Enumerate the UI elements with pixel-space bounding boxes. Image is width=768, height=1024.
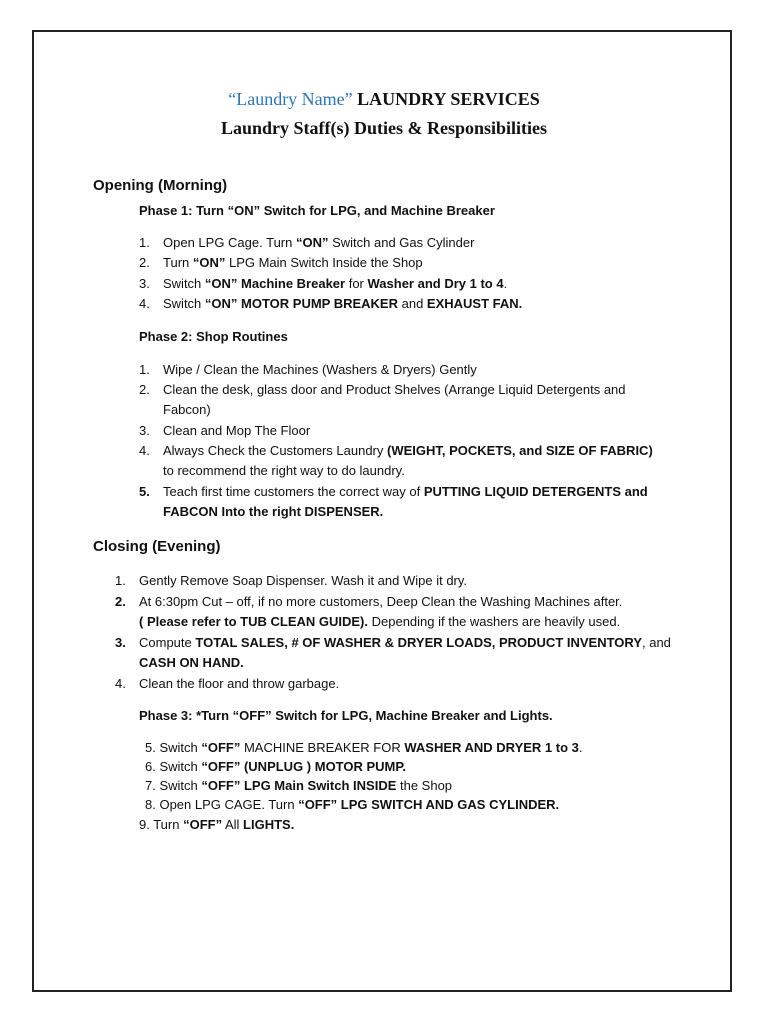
list-item: 9. Turn “OFF” All LIGHTS. bbox=[139, 817, 295, 832]
phase1-heading: Phase 1: Turn “ON” Switch for LPG, and Machine Breaker bbox=[139, 203, 495, 218]
document-subtitle: Laundry Staff(s) Duties & Responsibilities bbox=[220, 118, 548, 138]
closing-heading: Closing (Evening) bbox=[93, 538, 221, 555]
list-item: 7. Switch “OFF” LPG Main Switch INSIDE the Shop bbox=[145, 778, 453, 793]
title-services: LAUNDRY SERVICES bbox=[352, 89, 540, 109]
laundry-name: “Laundry Name” bbox=[228, 89, 353, 109]
phase3-heading: Phase 3: *Turn “OFF” Switch for LPG, Machine Breaker and Lights. bbox=[139, 708, 553, 723]
list-item: 5. Switch “OFF” MACHINE BREAKER FOR WASHER AND DRYER 1 to 3. bbox=[145, 740, 583, 755]
opening-heading: Opening (Morning) bbox=[93, 177, 228, 194]
list-item: 8. Open LPG CAGE. Turn “OFF” LPG SWITCH AND GAS CYLINDER. bbox=[145, 797, 560, 812]
document-title bbox=[0, 88, 768, 110]
list-item: 6. Switch “OFF” (UNPLUG ) MOTOR PUMP. bbox=[145, 759, 406, 774]
phase2-heading: Phase 2: Shop Routines bbox=[139, 329, 288, 344]
